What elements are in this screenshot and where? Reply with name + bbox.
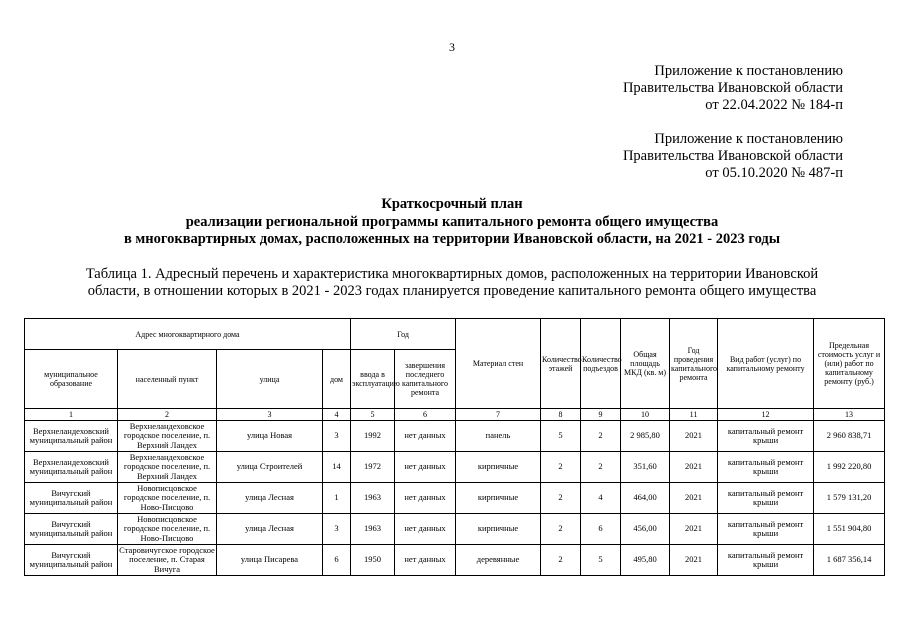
header-work-type: Вид работ (услуг) по капитальному ремонту — [718, 319, 814, 409]
title-line: реализации региональной программы капитального ремонта общего имущества — [185, 213, 719, 230]
cell-year-last-repair: нет данных — [395, 452, 456, 483]
cell-municipality: Верхнеландеховский муниципальный район — [25, 452, 118, 483]
cell-max-cost: 1 687 356,14 — [814, 545, 885, 576]
cell-settlement: Верхнеландеховское городское поселение, п. Верхний Ландех — [118, 421, 217, 452]
cell-wall-material: кирпичные — [456, 483, 541, 514]
cell-entrances: 2 — [581, 452, 621, 483]
cell-area: 2 985,80 — [621, 421, 670, 452]
header-street: улица — [217, 350, 323, 409]
caption-line: области, в отношении которых в 2021 - 2023 годах планируется проведение капитального ремонта общего имущества — [87, 283, 817, 299]
appendix-line: от 05.10.2020 № 487-п — [705, 165, 843, 181]
cell-street: улица Писарева — [217, 545, 323, 576]
cell-floors: 2 — [541, 514, 581, 545]
repair-plan-table — [24, 318, 885, 576]
cell-max-cost: 1 579 131,20 — [814, 483, 885, 514]
cell-year-commission: 1963 — [351, 483, 395, 514]
appendix-line: Правительства Ивановской области — [622, 148, 843, 164]
appendix-line: Приложение к постановлению — [654, 131, 843, 147]
cell-work-type: капитальный ремонт крыши — [718, 514, 814, 545]
appendix-line: Приложение к постановлению — [654, 63, 843, 79]
cell-wall-material: кирпичные — [456, 514, 541, 545]
cell-wall-material: деревянные — [456, 545, 541, 576]
cell-year-planned: 2021 — [670, 545, 718, 576]
cell-year-commission: 1950 — [351, 545, 395, 576]
cell-max-cost: 1 551 904,80 — [814, 514, 885, 545]
column-number: 5 — [351, 409, 395, 421]
header-settlement: населенный пункт — [118, 350, 217, 409]
address-group-header: Адрес многоквартирного дома — [25, 319, 351, 350]
cell-floors: 5 — [541, 421, 581, 452]
cell-entrances: 6 — [581, 514, 621, 545]
cell-work-type: капитальный ремонт крыши — [718, 545, 814, 576]
cell-house: 6 — [323, 545, 351, 576]
cell-year-last-repair: нет данных — [395, 514, 456, 545]
cell-entrances: 2 — [581, 421, 621, 452]
cell-area: 456,00 — [621, 514, 670, 545]
header-entrances: Количество подъездов — [581, 319, 621, 409]
table-caption — [0, 266, 904, 300]
cell-year-commission: 1972 — [351, 452, 395, 483]
cell-year-last-repair: нет данных — [395, 483, 456, 514]
cell-work-type: капитальный ремонт крыши — [718, 421, 814, 452]
cell-year-planned: 2021 — [670, 452, 718, 483]
column-number: 6 — [395, 409, 456, 421]
caption-line: Таблица 1. Адресный перечень и характеристика многоквартирных домов, расположенных на территории Ивановской — [85, 266, 819, 282]
appendix-note-original — [623, 131, 843, 182]
column-number: 7 — [456, 409, 541, 421]
column-number: 11 — [670, 409, 718, 421]
cell-year-planned: 2021 — [670, 483, 718, 514]
cell-street: улица Лесная — [217, 514, 323, 545]
cell-floors: 2 — [541, 483, 581, 514]
year-group-header: Год — [351, 319, 456, 350]
cell-floors: 2 — [541, 452, 581, 483]
cell-municipality: Вичугский муниципальный район — [25, 545, 118, 576]
table-row — [25, 421, 885, 452]
cell-settlement: Новописцовское городское поселение, п. Ново-Писцово — [118, 514, 217, 545]
cell-area: 464,00 — [621, 483, 670, 514]
cell-area: 495,80 — [621, 545, 670, 576]
cell-settlement: Старовичугское городское поселение, п. Старая Вичуга — [119, 544, 215, 574]
appendix-note-current — [623, 63, 843, 114]
cell-max-cost: 1 992 220,80 — [814, 452, 885, 483]
cell-street: улица Новая — [217, 421, 323, 452]
appendix-line: от 22.04.2022 № 184-п — [705, 97, 843, 113]
column-number: 8 — [541, 409, 581, 421]
column-number: 13 — [814, 409, 885, 421]
table-row — [25, 514, 885, 545]
column-number: 12 — [718, 409, 814, 421]
cell-house: 3 — [323, 421, 351, 452]
cell-year-planned: 2021 — [670, 514, 718, 545]
column-number-row — [25, 409, 885, 421]
column-number: 9 — [581, 409, 621, 421]
header-wall-material: Материал стен — [456, 319, 541, 409]
header-max-cost: Предельная стоимость услуг и (или) работ по капитальному ремонту (руб.) — [814, 319, 885, 409]
header-floors: Количество этажей — [541, 319, 581, 409]
cell-year-commission: 1992 — [351, 421, 395, 452]
title-line: Краткосрочный план — [381, 196, 523, 212]
cell-street: улица Строителей — [217, 452, 323, 483]
column-number: 1 — [25, 409, 118, 421]
column-number: 10 — [621, 409, 670, 421]
cell-area: 351,60 — [621, 452, 670, 483]
header-year-commission: ввода в эксплуатацию — [351, 350, 395, 409]
cell-house: 1 — [323, 483, 351, 514]
cell-wall-material: кирпичные — [456, 452, 541, 483]
cell-street: улица Лесная — [217, 483, 323, 514]
cell-year-last-repair: нет данных — [395, 421, 456, 452]
cell-municipality: Верхнеландеховский муниципальный район — [25, 421, 118, 452]
cell-floors: 2 — [541, 545, 581, 576]
column-number: 4 — [323, 409, 351, 421]
header-year-planned: Год проведения капитального ремонта — [670, 319, 718, 409]
table-row — [25, 483, 885, 514]
document-title — [0, 196, 904, 249]
title-line: в многоквартирных домах, расположенных на территории Ивановской области, на 2021 - 2023 годы — [123, 231, 781, 247]
cell-year-commission: 1963 — [351, 514, 395, 545]
header-house: дом — [323, 350, 351, 409]
cell-year-last-repair: нет данных — [395, 545, 456, 576]
appendix-line: Правительства Ивановской области — [622, 80, 843, 96]
cell-house: 3 — [323, 514, 351, 545]
cell-year-planned: 2021 — [670, 421, 718, 452]
column-number: 3 — [217, 409, 323, 421]
cell-municipality: Вичугский муниципальный район — [25, 514, 118, 545]
cell-wall-material: панель — [456, 421, 541, 452]
header-municipality: муниципальное образование — [25, 350, 118, 409]
table-row — [25, 452, 885, 483]
page-number: 3 — [449, 40, 455, 54]
cell-house: 14 — [323, 452, 351, 483]
header-area: Общая площадь МКД (кв. м) — [621, 319, 670, 409]
cell-settlement: Новописцовское городское поселение, п. Ново-Писцово — [118, 483, 217, 514]
cell-settlement: Верхнеландеховское городское поселение, п. Верхний Ландех — [118, 452, 217, 483]
header-year-last-repair: завершения последнего капитального ремонта — [395, 350, 456, 409]
column-number: 2 — [118, 409, 217, 421]
cell-work-type: капитальный ремонт крыши — [718, 483, 814, 514]
cell-work-type: капитальный ремонт крыши — [718, 452, 814, 483]
cell-entrances: 4 — [581, 483, 621, 514]
cell-entrances: 5 — [581, 545, 621, 576]
cell-max-cost: 2 960 838,71 — [814, 421, 885, 452]
table-row — [25, 545, 885, 576]
cell-municipality: Вичугский муниципальный район — [25, 483, 118, 514]
